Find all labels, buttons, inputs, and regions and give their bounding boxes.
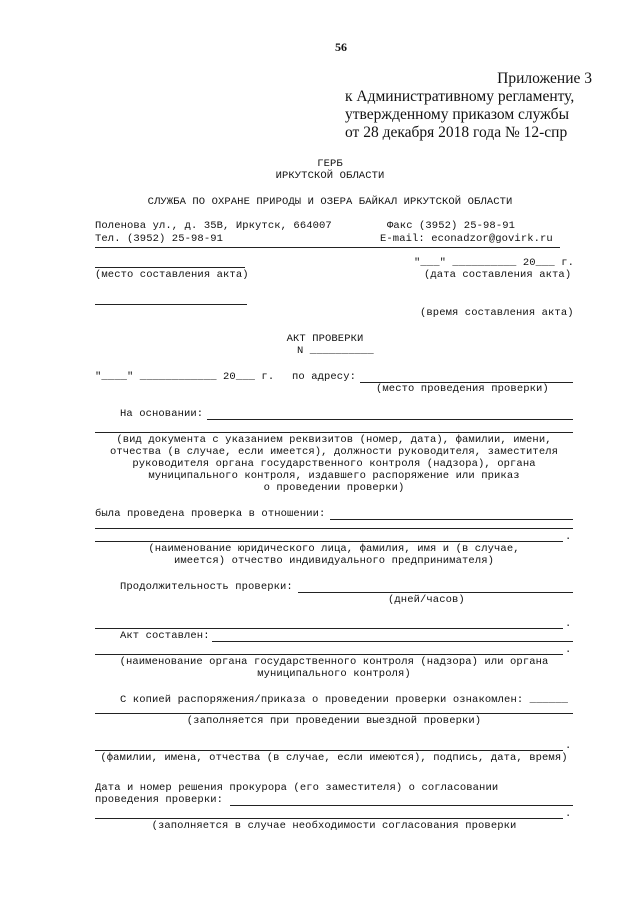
act-number: N __________ (297, 345, 374, 357)
prosecutor-hint: (заполняется в случае необходимости согласования проверки (151, 820, 517, 832)
act-date-fill: "___" __________ 20___ г. (414, 257, 575, 269)
duration-line (298, 592, 573, 593)
compiled-hint-1: (наименование органа государственного контроля (надзора) или органа (119, 656, 549, 668)
inspection-date: "____" ____________ 20___ г. (95, 371, 275, 383)
emblem-placeholder: ГЕРБ (317, 158, 343, 170)
region-name: ИРКУТСКОЙ ОБЛАСТИ (275, 170, 385, 182)
copy-line (95, 713, 573, 714)
page-number: 56 (335, 40, 347, 54)
appendix-line-2: к Административному регламенту, (345, 88, 575, 105)
copy-acknowledged-label: С копией распоряжения/приказа о проведении проверки ознакомлен: ______ (120, 694, 569, 706)
agency-fax: Факс (3952) 25-98-91 (387, 220, 516, 232)
place-line (95, 267, 245, 268)
agency-address: Поленова ул., д. 35В, Иркутск, 664007 (95, 220, 332, 232)
subject-line-3 (95, 541, 563, 542)
compiled-label: Акт составлен: (120, 630, 210, 642)
place-label: (место составления акта) (95, 269, 249, 281)
act-title: АКТ ПРОВЕРКИ (286, 333, 364, 345)
compiled-hint-2: муниципального контроля) (257, 668, 411, 680)
subject-line-1 (330, 519, 573, 520)
prosecutor-line-1: Дата и номер решения прокурора (его заместителя) о согласовании (95, 782, 499, 794)
basis-hint-3: руководителя органа государственного контроля (надзора), органа (132, 458, 536, 470)
basis-label: На основании: (120, 408, 204, 420)
subject-hint-1: (наименование юридического лица, фамилия, имя и (в случае, (148, 543, 520, 555)
address-prefix: по адресу: (292, 371, 357, 383)
subject-line-2 (95, 528, 573, 529)
basis-line-1 (207, 419, 573, 420)
subject-period: . (565, 531, 572, 543)
duration-line-2 (95, 628, 563, 629)
agency-email: E-mail: econadzor@govirk.ru (380, 233, 553, 245)
prosecutor-fill-line (230, 805, 573, 806)
appendix-line-4: от 28 декабря 2018 года № 12-спр (345, 124, 568, 141)
subject-hint-2: имеется) отчество индивидуального предпринимателя) (173, 555, 495, 567)
compiled-line-2 (95, 654, 563, 655)
agency-phone: Тел. (3952) 25-98-91 (95, 233, 224, 245)
basis-hint-5: о проведении проверки) (263, 482, 405, 494)
basis-hint-4: муниципального контроля, издавшего распоряжение или приказ (148, 470, 520, 482)
duration-hint: (дней/часов) (388, 594, 465, 606)
compiled-period: . (565, 644, 572, 656)
basis-hint-1: (вид документа с указанием реквизитов (номер, дата), фамилии, имени, (116, 434, 552, 446)
header-rule (95, 247, 560, 248)
time-line (95, 304, 247, 305)
prosecutor-fill-line-2 (95, 818, 563, 819)
basis-hint-2: отчества (в случае, если имеется), должности руководителя, заместителя (109, 446, 559, 458)
copy-hint: (заполняется при проведении выездной проверки) (186, 715, 482, 727)
prosecutor-line-2: проведения проверки: (95, 794, 224, 806)
signer-period: . (565, 740, 572, 752)
compiled-line-1 (212, 641, 573, 642)
duration-period: . (565, 618, 572, 630)
appendix-line-1: Приложение 3 (497, 70, 592, 87)
date-label: (дата составления акта) (424, 269, 572, 281)
subject-label: была проведена проверка в отношении: (95, 508, 326, 520)
address-label: (место проведения проверки) (376, 383, 549, 395)
appendix-line-3: утвержденному приказом службы (345, 106, 569, 123)
signer-hint: (фамилии, имена, отчества (в случае, если имеются), подпись, дата, время) (100, 752, 568, 764)
prosecutor-period: . (565, 808, 572, 820)
basis-line-2 (95, 432, 573, 433)
duration-label: Продолжительность проверки: (120, 581, 293, 593)
signer-line (95, 750, 563, 751)
time-label: (время составления акта) (420, 307, 574, 319)
agency-name: СЛУЖБА ПО ОХРАНЕ ПРИРОДЫ И ОЗЕРА БАЙКАЛ ИРКУТСКОЙ ОБЛАСТИ (147, 196, 513, 208)
